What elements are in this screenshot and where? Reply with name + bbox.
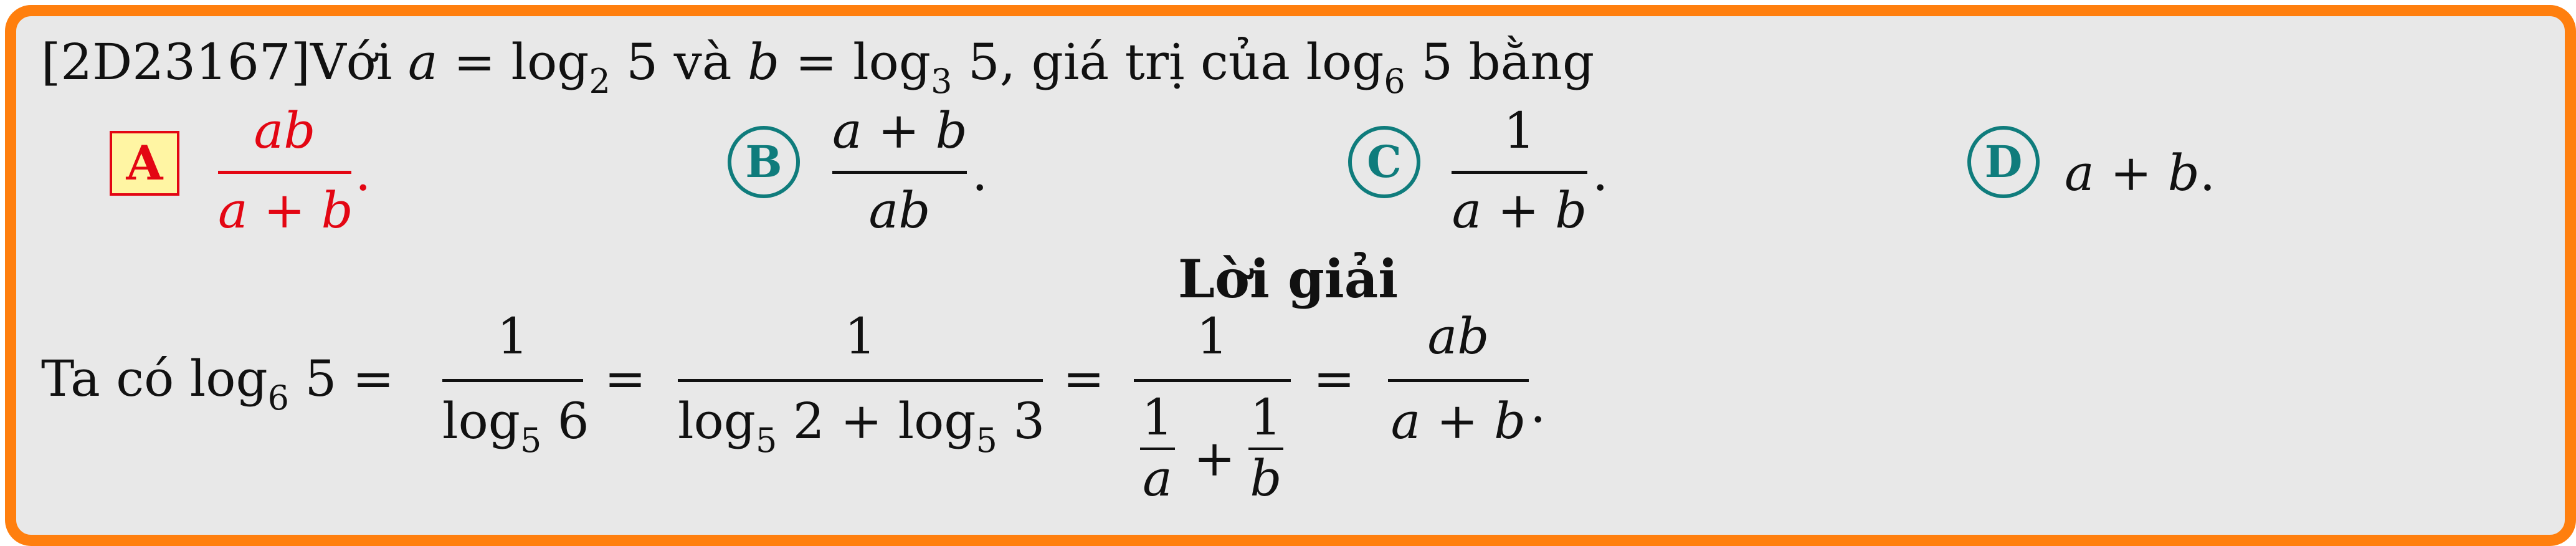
option-b-denominator: ab <box>868 181 931 239</box>
solution-fraction-1: 1 $\log_5 6$ <box>442 307 589 460</box>
question-id: [2D23167] <box>41 33 310 91</box>
option-a-period: . <box>355 144 371 202</box>
option-a-label[interactable]: A <box>110 131 179 196</box>
solution-intro: Ta có $\log_6 5$ = <box>41 350 394 418</box>
fraction-bar <box>678 379 1043 382</box>
question-text: [2D23167]Với $a = \log_2 5$ và $b = \log_3 5$, giá trị của $\log_6 5$ bằng <box>41 33 1595 101</box>
option-d-label[interactable]: D <box>1967 126 2040 198</box>
option-b-fraction[interactable] <box>832 102 967 239</box>
equals-sign: = <box>1313 350 1356 408</box>
option-c-label[interactable]: C <box>1348 126 1420 198</box>
option-a-fraction[interactable] <box>218 102 353 239</box>
solution-title: Lời giải <box>1177 248 1399 310</box>
solution-fraction-final: ab a + b <box>1388 312 1529 449</box>
option-a-denominator: a + b <box>218 181 353 239</box>
fraction-bar <box>1134 379 1291 382</box>
fraction-bar <box>442 379 583 382</box>
fraction-bar <box>1388 379 1529 382</box>
option-c-fraction[interactable] <box>1452 102 1587 239</box>
option-c-period: . <box>1592 144 1609 202</box>
option-c-denominator: a + b <box>1452 181 1587 239</box>
option-b-numerator: a + b <box>832 102 967 160</box>
equals-sign: = <box>1063 350 1105 408</box>
option-c-numerator: 1 <box>1503 102 1536 160</box>
fraction-bar <box>1452 171 1587 174</box>
option-a-numerator: ab <box>254 102 316 160</box>
equals-sign: = <box>604 350 647 408</box>
fraction-bar <box>218 171 351 174</box>
solution-fraction-3: 1 1 a + 1 b <box>1134 312 1291 524</box>
solution-fraction-2: 1 $\log_5 2 + \log_5 3$ <box>678 307 1045 460</box>
option-d-expression[interactable]: a + b. <box>2065 144 2216 202</box>
solution-period: . <box>1530 376 1546 434</box>
option-b-period: . <box>972 144 988 202</box>
fraction-bar <box>832 171 967 174</box>
option-b-label[interactable]: B <box>728 126 800 198</box>
